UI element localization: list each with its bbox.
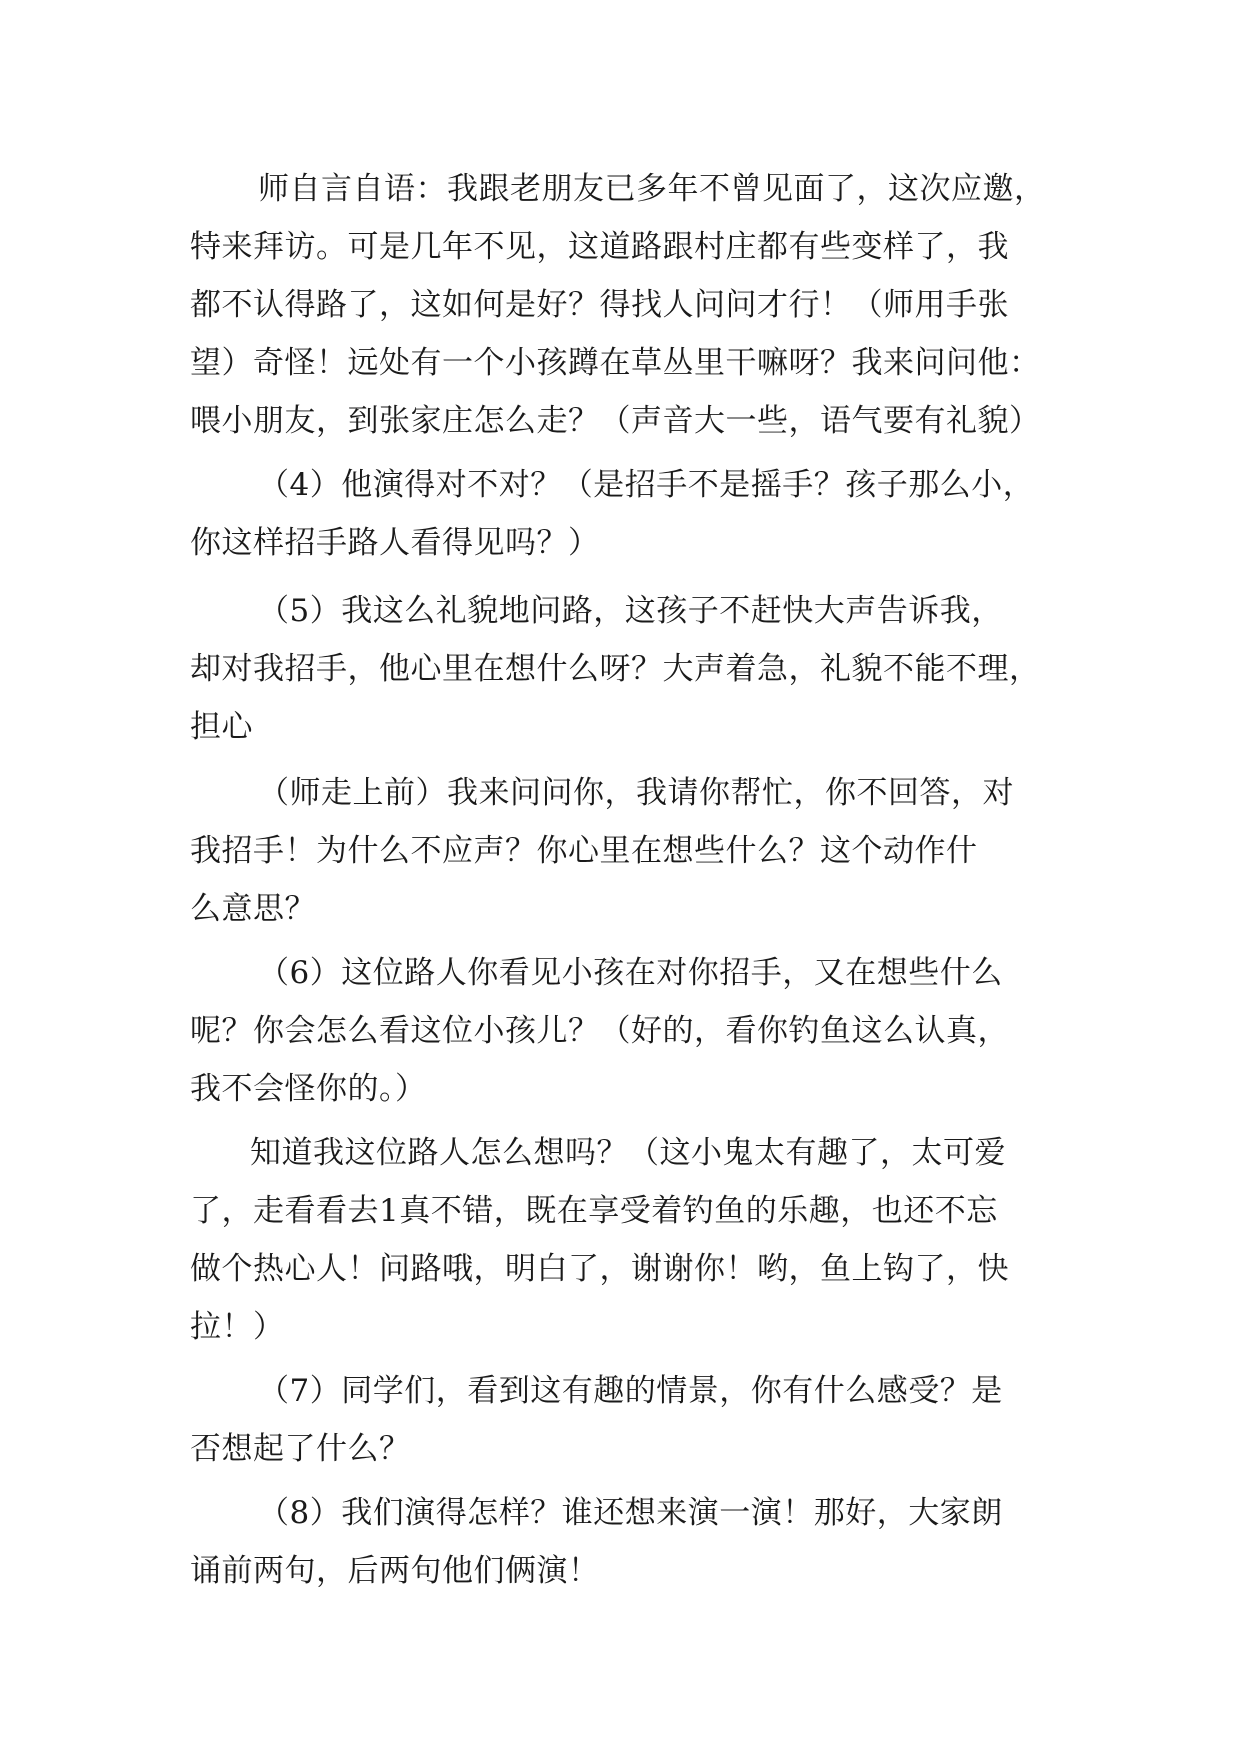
text-line: 知道我这位路人怎么想吗？（这小鬼太有趣了，太可爱 bbox=[250, 1135, 1006, 1171]
text-line: 了，走看看去1真不错，既在享受着钓鱼的乐趣，也还不忘 bbox=[190, 1193, 998, 1229]
paragraph-question-5 bbox=[190, 582, 1060, 756]
text-line: （4）他演得对不对？（是招手不是摇手？孩子那么小， bbox=[258, 467, 1035, 503]
text-line: 却对我招手，他心里在想什么呀？大声着急，礼貌不能不理， bbox=[190, 651, 1041, 687]
paragraph-question-6 bbox=[190, 944, 1060, 1118]
text-line: 么意思？ bbox=[190, 891, 316, 927]
text-line: 你这样招手路人看得见吗？） bbox=[190, 525, 600, 561]
text-line: 都不认得路了，这如何是好？得找人问问才行！（师用手张 bbox=[190, 287, 1009, 323]
document-body bbox=[190, 160, 1060, 1600]
text-line: 否想起了什么？ bbox=[190, 1431, 411, 1467]
text-line: 我不会怪你的。） bbox=[190, 1071, 427, 1107]
text-line: 呢？你会怎么看这位小孩儿？（好的，看你钓鱼这么认真， bbox=[190, 1013, 1009, 1049]
text-line: 担心 bbox=[190, 709, 253, 745]
text-line: （师走上前）我来问问你，我请你帮忙，你不回答，对 bbox=[258, 775, 1014, 811]
text-line: 拉！） bbox=[190, 1309, 285, 1345]
paragraph-question-7 bbox=[190, 1362, 1060, 1478]
text-line: （6）这位路人你看见小孩在对你招手，又在想些什么 bbox=[258, 955, 1003, 991]
text-line: 我招手！为什么不应声？你心里在想些什么？这个动作什 bbox=[190, 833, 978, 869]
paragraph-teacher-monologue bbox=[190, 160, 1060, 450]
paragraph-question-4 bbox=[190, 456, 1060, 572]
text-line: （7）同学们，看到这有趣的情景，你有什么感受？是 bbox=[258, 1373, 1003, 1409]
text-line: （8）我们演得怎样？谁还想来演一演！那好，大家朗 bbox=[258, 1495, 1003, 1531]
text-line: 师自言自语：我跟老朋友已多年不曾见面了，这次应邀， bbox=[258, 171, 1046, 207]
text-line: 望）奇怪！远处有一个小孩蹲在草丛里干嘛呀？我来问问他： bbox=[190, 345, 1041, 381]
paragraph-question-8 bbox=[190, 1484, 1060, 1600]
paragraph-passerby-thoughts bbox=[190, 1124, 1060, 1356]
text-line: 做个热心人！问路哦，明白了，谢谢你！哟，鱼上钩了，快 bbox=[190, 1251, 1009, 1287]
paragraph-teacher-approach bbox=[190, 764, 1060, 938]
text-line: （5）我这么礼貌地问路，这孩子不赶快大声告诉我， bbox=[258, 593, 1003, 629]
text-line: 特来拜访。可是几年不见，这道路跟村庄都有些变样了，我 bbox=[190, 229, 1009, 265]
text-line: 喂小朋友，到张家庄怎么走？（声音大一些，语气要有礼貌） bbox=[190, 403, 1041, 439]
text-line: 诵前两句，后两句他们俩演！ bbox=[190, 1553, 600, 1589]
